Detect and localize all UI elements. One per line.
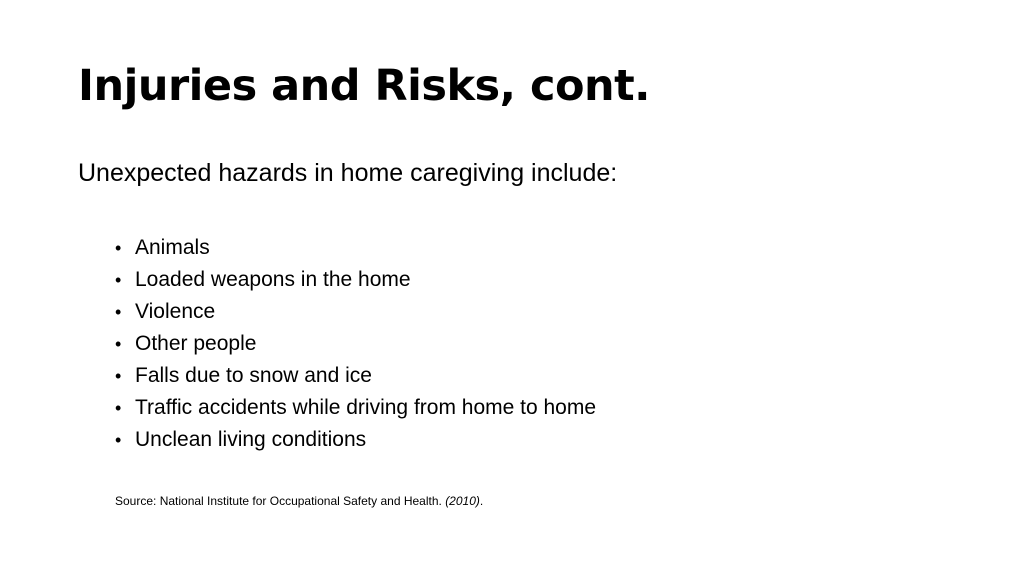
list-item <box>115 360 596 392</box>
list-item-label: Other people <box>135 332 257 355</box>
list-item <box>115 424 596 456</box>
bullet-icon: • <box>115 269 122 290</box>
list-item <box>115 328 596 360</box>
bullet-icon: • <box>115 237 122 258</box>
source-text: Source: National Institute for Occupational Safety and Health. <box>115 494 446 508</box>
bullet-icon: • <box>115 397 122 418</box>
hazard-list <box>115 232 596 456</box>
list-item-label: Traffic accidents while driving from home to home <box>135 396 597 419</box>
list-item <box>115 392 596 424</box>
list-item-label: Falls due to snow and ice <box>135 364 372 387</box>
list-item-label: Animals <box>135 236 210 259</box>
bullet-icon: • <box>115 429 122 450</box>
list-item <box>115 296 596 328</box>
list-item-label: Loaded weapons in the home <box>135 268 411 291</box>
list-item <box>115 264 596 296</box>
bullet-icon: • <box>115 301 122 322</box>
slide-subtitle: Unexpected hazards in home caregiving include: <box>78 159 618 187</box>
source-year: (2010) <box>445 494 480 508</box>
bullet-icon: • <box>115 333 122 354</box>
slide-title: Injuries and Risks, cont. <box>78 61 650 111</box>
list-item <box>115 232 596 264</box>
bullet-icon: • <box>115 365 122 386</box>
source-end: . <box>479 494 484 508</box>
source-citation <box>115 492 483 510</box>
list-item-label: Unclean living conditions <box>135 428 367 451</box>
list-item-label: Violence <box>135 300 216 323</box>
